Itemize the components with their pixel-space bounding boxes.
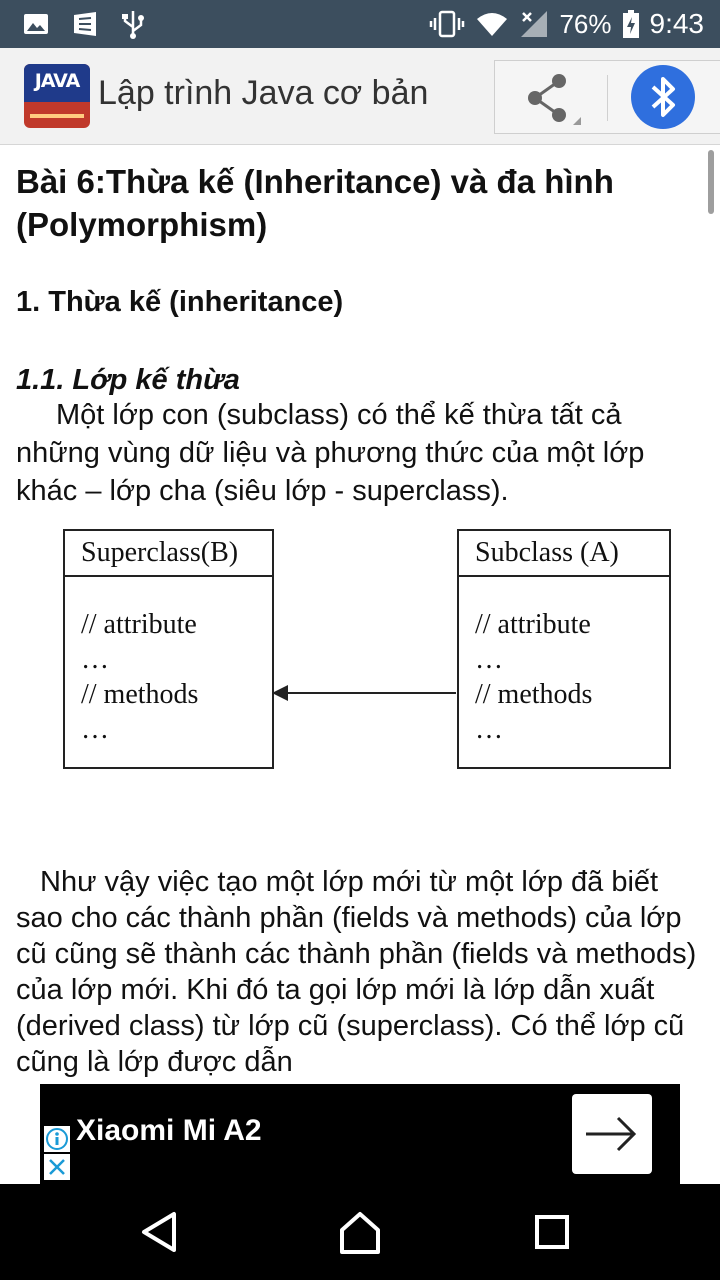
class-attribute: // attribute (81, 609, 197, 640)
article-title: Bài 6:Thừa kế (Inheritance) và đa hình (Polymorphism) (16, 163, 614, 243)
app-title: Lập trình Java cơ bản (98, 74, 429, 112)
class-name: Superclass(B) (65, 531, 272, 577)
superclass-box (63, 529, 274, 769)
ad-text[interactable]: Xiaomi Mi A2 (76, 1114, 262, 1147)
battery-percent: 76% (559, 8, 612, 39)
action-divider (607, 75, 608, 121)
class-methods: // methods (475, 679, 593, 710)
class-ellipsis: … (81, 714, 109, 745)
logo-strip (30, 114, 84, 118)
class-name: Subclass (A) (459, 531, 669, 577)
action-buttons (494, 60, 720, 134)
scrollbar[interactable] (708, 150, 714, 214)
class-ellipsis: … (475, 714, 503, 745)
clock: 9:43 (649, 8, 704, 39)
paragraph-text: Một lớp con (subclass) có thể kế thừa tất cả những vùng dữ liệu và phương thức của một lớp khác – lớp cha (siêu lớp - superclass). (16, 399, 645, 507)
image-icon (22, 10, 50, 38)
info-icon (44, 1126, 70, 1152)
app-bar (0, 48, 720, 145)
home-button[interactable] (334, 1206, 386, 1258)
sim-card-icon (70, 9, 100, 39)
wifi-icon (475, 10, 509, 38)
navigation-bar (0, 1184, 720, 1280)
paragraph (16, 864, 704, 1080)
recents-button[interactable] (526, 1206, 578, 1258)
logo-text: JAVA (34, 70, 80, 92)
class-body (459, 577, 669, 747)
section-heading: 1. Thừa kế (inheritance) (16, 286, 344, 318)
vibrate-icon (429, 9, 465, 39)
bluetooth-button[interactable] (631, 65, 695, 129)
status-system-icons (429, 6, 704, 42)
app-logo[interactable] (24, 64, 90, 128)
back-button[interactable] (134, 1206, 186, 1258)
home-icon (334, 1206, 386, 1258)
ad-banner[interactable] (40, 1084, 680, 1184)
class-ellipsis: … (81, 644, 109, 675)
class-methods: // methods (81, 679, 199, 710)
recents-icon (526, 1206, 578, 1258)
inheritance-arrow-line (286, 692, 456, 694)
close-icon (44, 1154, 70, 1180)
status-bar (0, 0, 720, 48)
share-icon (505, 67, 595, 129)
signal-icon (519, 9, 549, 39)
paragraph-text: Như vậy việc tạo một lớp mới từ một lớp đã biết sao cho các thành phần (fields và methods) của lớp cũ cũng sẽ thành các thành phần (fields và methods) của lớp mới. Khi đó ta gọi lớp mới là lớp dẫn xuất (derived class) từ lớp cũ (superclass). Có thể lớp cũ cũng là lớp được dẫn (16, 866, 697, 1078)
ad-info-button[interactable] (44, 1126, 70, 1152)
inheritance-arrow-head (272, 685, 288, 701)
arrow-right-icon (572, 1094, 652, 1174)
status-notification-icons (22, 9, 146, 39)
ad-close-button[interactable] (44, 1154, 70, 1180)
class-ellipsis: … (475, 644, 503, 675)
back-icon (134, 1206, 186, 1258)
subsection-heading: 1.1. Lớp kế thừa (16, 364, 240, 396)
usb-icon (120, 9, 146, 39)
share-button[interactable] (505, 67, 595, 129)
paragraph (16, 396, 704, 510)
subclass-box (457, 529, 671, 769)
ad-go-button[interactable] (572, 1094, 652, 1174)
battery-icon (622, 9, 640, 39)
class-body (65, 577, 272, 747)
bluetooth-icon (631, 65, 695, 129)
class-attribute: // attribute (475, 609, 591, 640)
